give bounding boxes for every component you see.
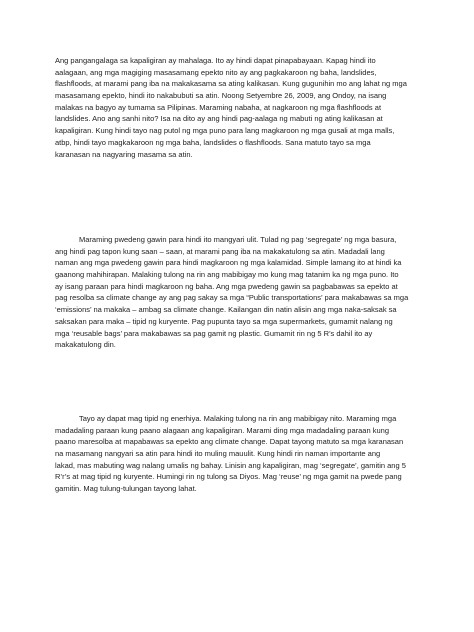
text-line: mga ‘reusable bags’ para makabawas sa pag gamit ng plastic. Gumamit rin ng 5 R’s dahil ito ay: [55, 328, 373, 338]
text-line: na masamang nangyari sa atin para hindi ito muling mauulit. Kung hindi rin naman importante ang: [55, 449, 381, 459]
text-line: masasamang epekto, hindi ito nakabubuti sa atin. Noong Setyembre 26, 2009, ang Ondoy, na isang: [55, 91, 387, 101]
text-line: aalagaan, ang mga magiging masasamang epekto nito ay ang pagkakaroon ng baha, landslides,: [55, 67, 377, 77]
text-line: lakad, mas mabuting wag nalang umalis ng bahay. Linisin ang kapaligiran, mag ‘segregate’, gamitin ang 5: [55, 460, 406, 470]
text-line: ang hindi pag tapon kung saan – saan, at marami pang iba na makakatulong sa atin. Madadali lang: [55, 246, 385, 256]
text-line: ay isang paraan para hindi magkaroon ng baha. Ang mga pwedeng gawin sa pagbabawas sa epekto at: [55, 281, 398, 291]
text-line: kapaligiran. Kung hindi tayo nag putol ng mga puno para lang magkaroon ng mga gusali at mga malls,: [55, 126, 395, 136]
text-line: saksakan para maka – tipid ng kuryente. Pag pupunta tayo sa mga supermarkets, gumamit nalang ng: [55, 316, 393, 326]
text-line: gamitin. Mag tulung-tulungan tayong lahat.: [55, 484, 197, 494]
text-line: Tayo ay dapat mag tipid ng enerhiya. Malaking tulong na rin ang mabibigay nito. Maraming mga: [79, 414, 397, 423]
paragraph-3: [55, 413, 427, 495]
paragraph-1: [55, 55, 427, 160]
text-line: madadaling paraan kung paano alagaan ang kapaligiran. Marami ding mga madadaling paraan kung: [55, 425, 389, 435]
text-line: karanasan na nagyaring masama sa atin.: [55, 149, 193, 159]
text-line: pag resolba sa climate change ay ang pag sakay sa mga “Public transportations’ para makabawas sa mga: [55, 293, 409, 303]
text-line: landslides. Ano ang sanhi nito? Isa na dito ay ang hindi pag-aalaga ng mabuti ng ating kalikasan at: [55, 114, 383, 124]
text-line: naman ang mga pwedeng gawin para hindi magkaroon ng mga kalamidad. Simple lamang ito at hindi ka: [55, 258, 402, 268]
text-line: makakatulong din.: [55, 340, 116, 350]
text-line: R’r’s at mag tipid ng kuryente. Humingi rin ng tulong sa Diyos. Mag ‘reuse’ ng mga gamit na pwede pang: [55, 472, 402, 482]
text-line: ‘emissions’ na makaka – ambag sa climate change. Kailangan din natin alisin ang mga naka-saksak sa: [55, 305, 397, 315]
text-line: atbp, hindi tayo magkakaroon ng mga baha, landslides o flashfloods. Sana matuto tayo sa mga: [55, 137, 371, 147]
text-line: malakas na bagyo ay tumama sa Pilipinas. Maraming nabaha, at nagkaroon ng mga flashfloods at: [55, 102, 382, 112]
text-line: Ang pangangalaga sa kapaligiran ay mahalaga. Ito ay hindi dapat pinapabayaan. Kapag hindi ito: [55, 56, 376, 65]
text-line: gaanong mahihirapan. Malaking tulong na rin ang mabibigay mo kung mag tatanim ka ng mga puno. Ito: [55, 270, 399, 280]
text-line: Maraming pwedeng gawin para hindi ito mangyari ulit. Tulad ng pag ‘segregate’ ng mga basura,: [79, 235, 397, 244]
paragraph-2: [55, 234, 427, 351]
text-line: paano maresolba at mapabawas sa epekto ang climate change. Dapat tayong matuto sa mga karanasan: [55, 437, 404, 447]
text-line: flashfloods, at marami pang iba na makakasama sa ating kalikasan. Kung gugunihin mo ang lahat ng mga: [55, 79, 407, 89]
